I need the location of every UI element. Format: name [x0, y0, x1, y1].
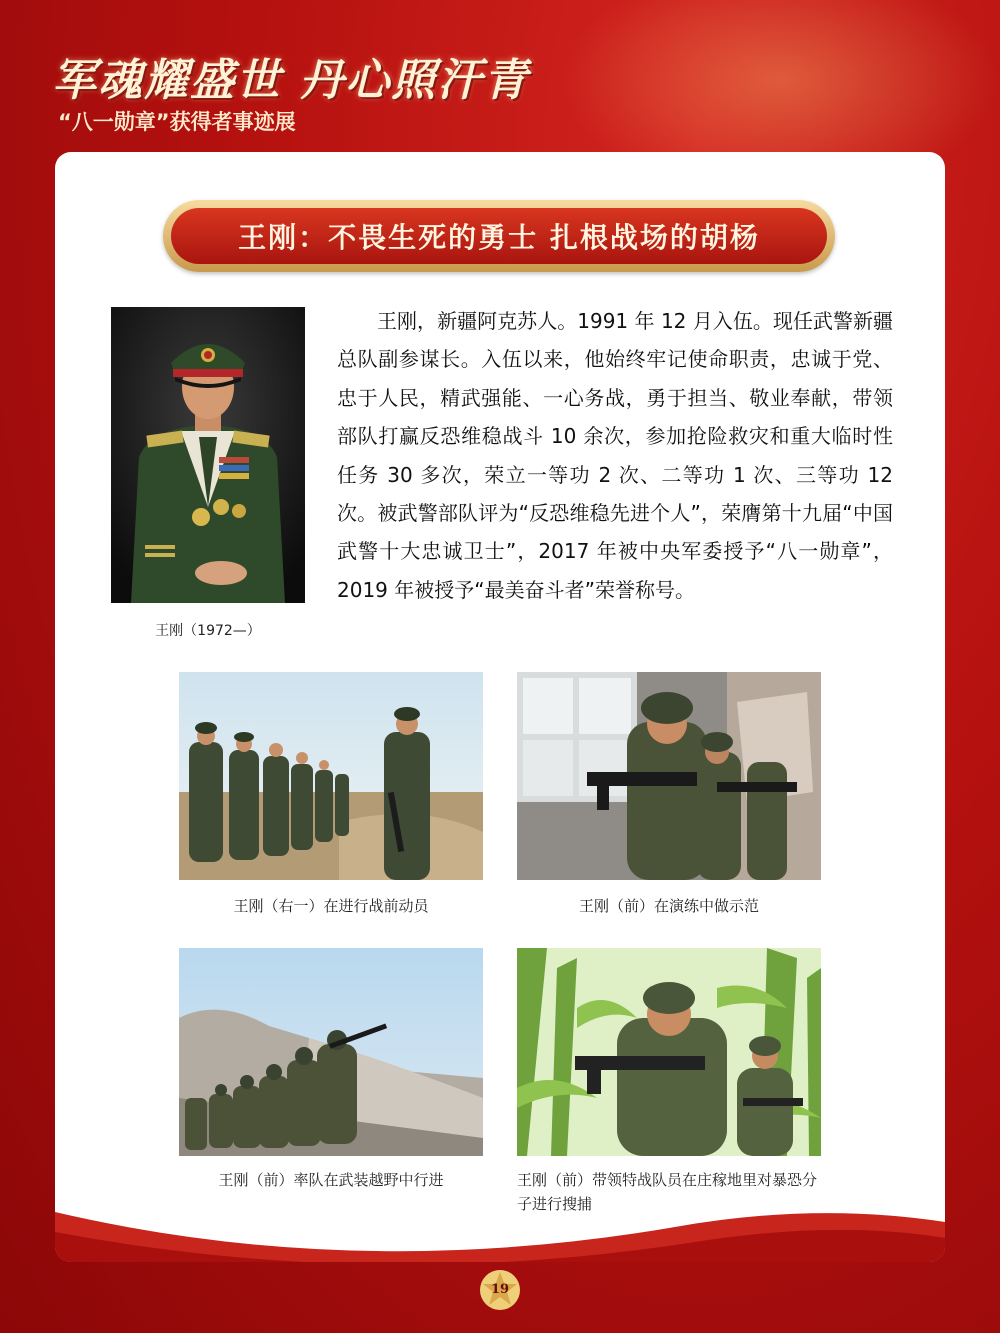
page-number: 19 — [490, 1282, 510, 1297]
title-banner-inner — [171, 208, 827, 264]
panel-bottom-wave — [55, 1172, 945, 1262]
photo-caption-4: 王刚（前）带领特战队员在庄稼地里对暴恐分子进行搜捕 — [517, 1171, 818, 1213]
photo-pre-battle-mobilization — [179, 672, 483, 880]
photo-caption-3: 王刚（前）率队在武装越野中行进 — [218, 1171, 444, 1189]
photo-crop-field-search — [517, 948, 821, 1156]
biography-text: 王刚，新疆阿克苏人。1991 年 12 月入伍。现任武警新疆总队副参谋长。入伍以来，他始终牢记使命职责，忠诚于党、忠于人民，精武强能、一心务战，勇于担当、敬业奉献，带领部队打赢反恐维稳战斗 10 余次，参加抢险救灾和重大临时性任务 30 多次，荣立一等功 2 次、二等功 1 次、三等功 12 次。被武警部队评为“反恐维稳先进个人”，荣膺第十九届“中国武警十大忠诚卫士”，2017 年被中央军委授予“八一勋章”，2019 年被授予“最美奋斗者”荣誉称号。 — [337, 309, 893, 602]
portrait-caption: 王刚（1972—） — [155, 623, 261, 639]
exhibition-title: 军魂耀盛世 丹心照汗青 — [52, 55, 530, 106]
title-banner — [163, 200, 835, 272]
photo-caption-1: 王刚（右一）在进行战前动员 — [233, 897, 429, 915]
exhibition-subtitle: “八一勋章”获得者事迹展 — [58, 110, 296, 134]
banner-title: 王刚：不畏生死的勇士 扎根战场的胡杨 — [238, 221, 760, 254]
content-panel — [55, 152, 945, 1262]
photo-drill-demonstration — [517, 672, 821, 880]
photo-armed-cross-country — [179, 948, 483, 1156]
photo-caption-2: 王刚（前）在演练中做示范 — [578, 897, 759, 915]
portrait-photo — [111, 307, 305, 603]
